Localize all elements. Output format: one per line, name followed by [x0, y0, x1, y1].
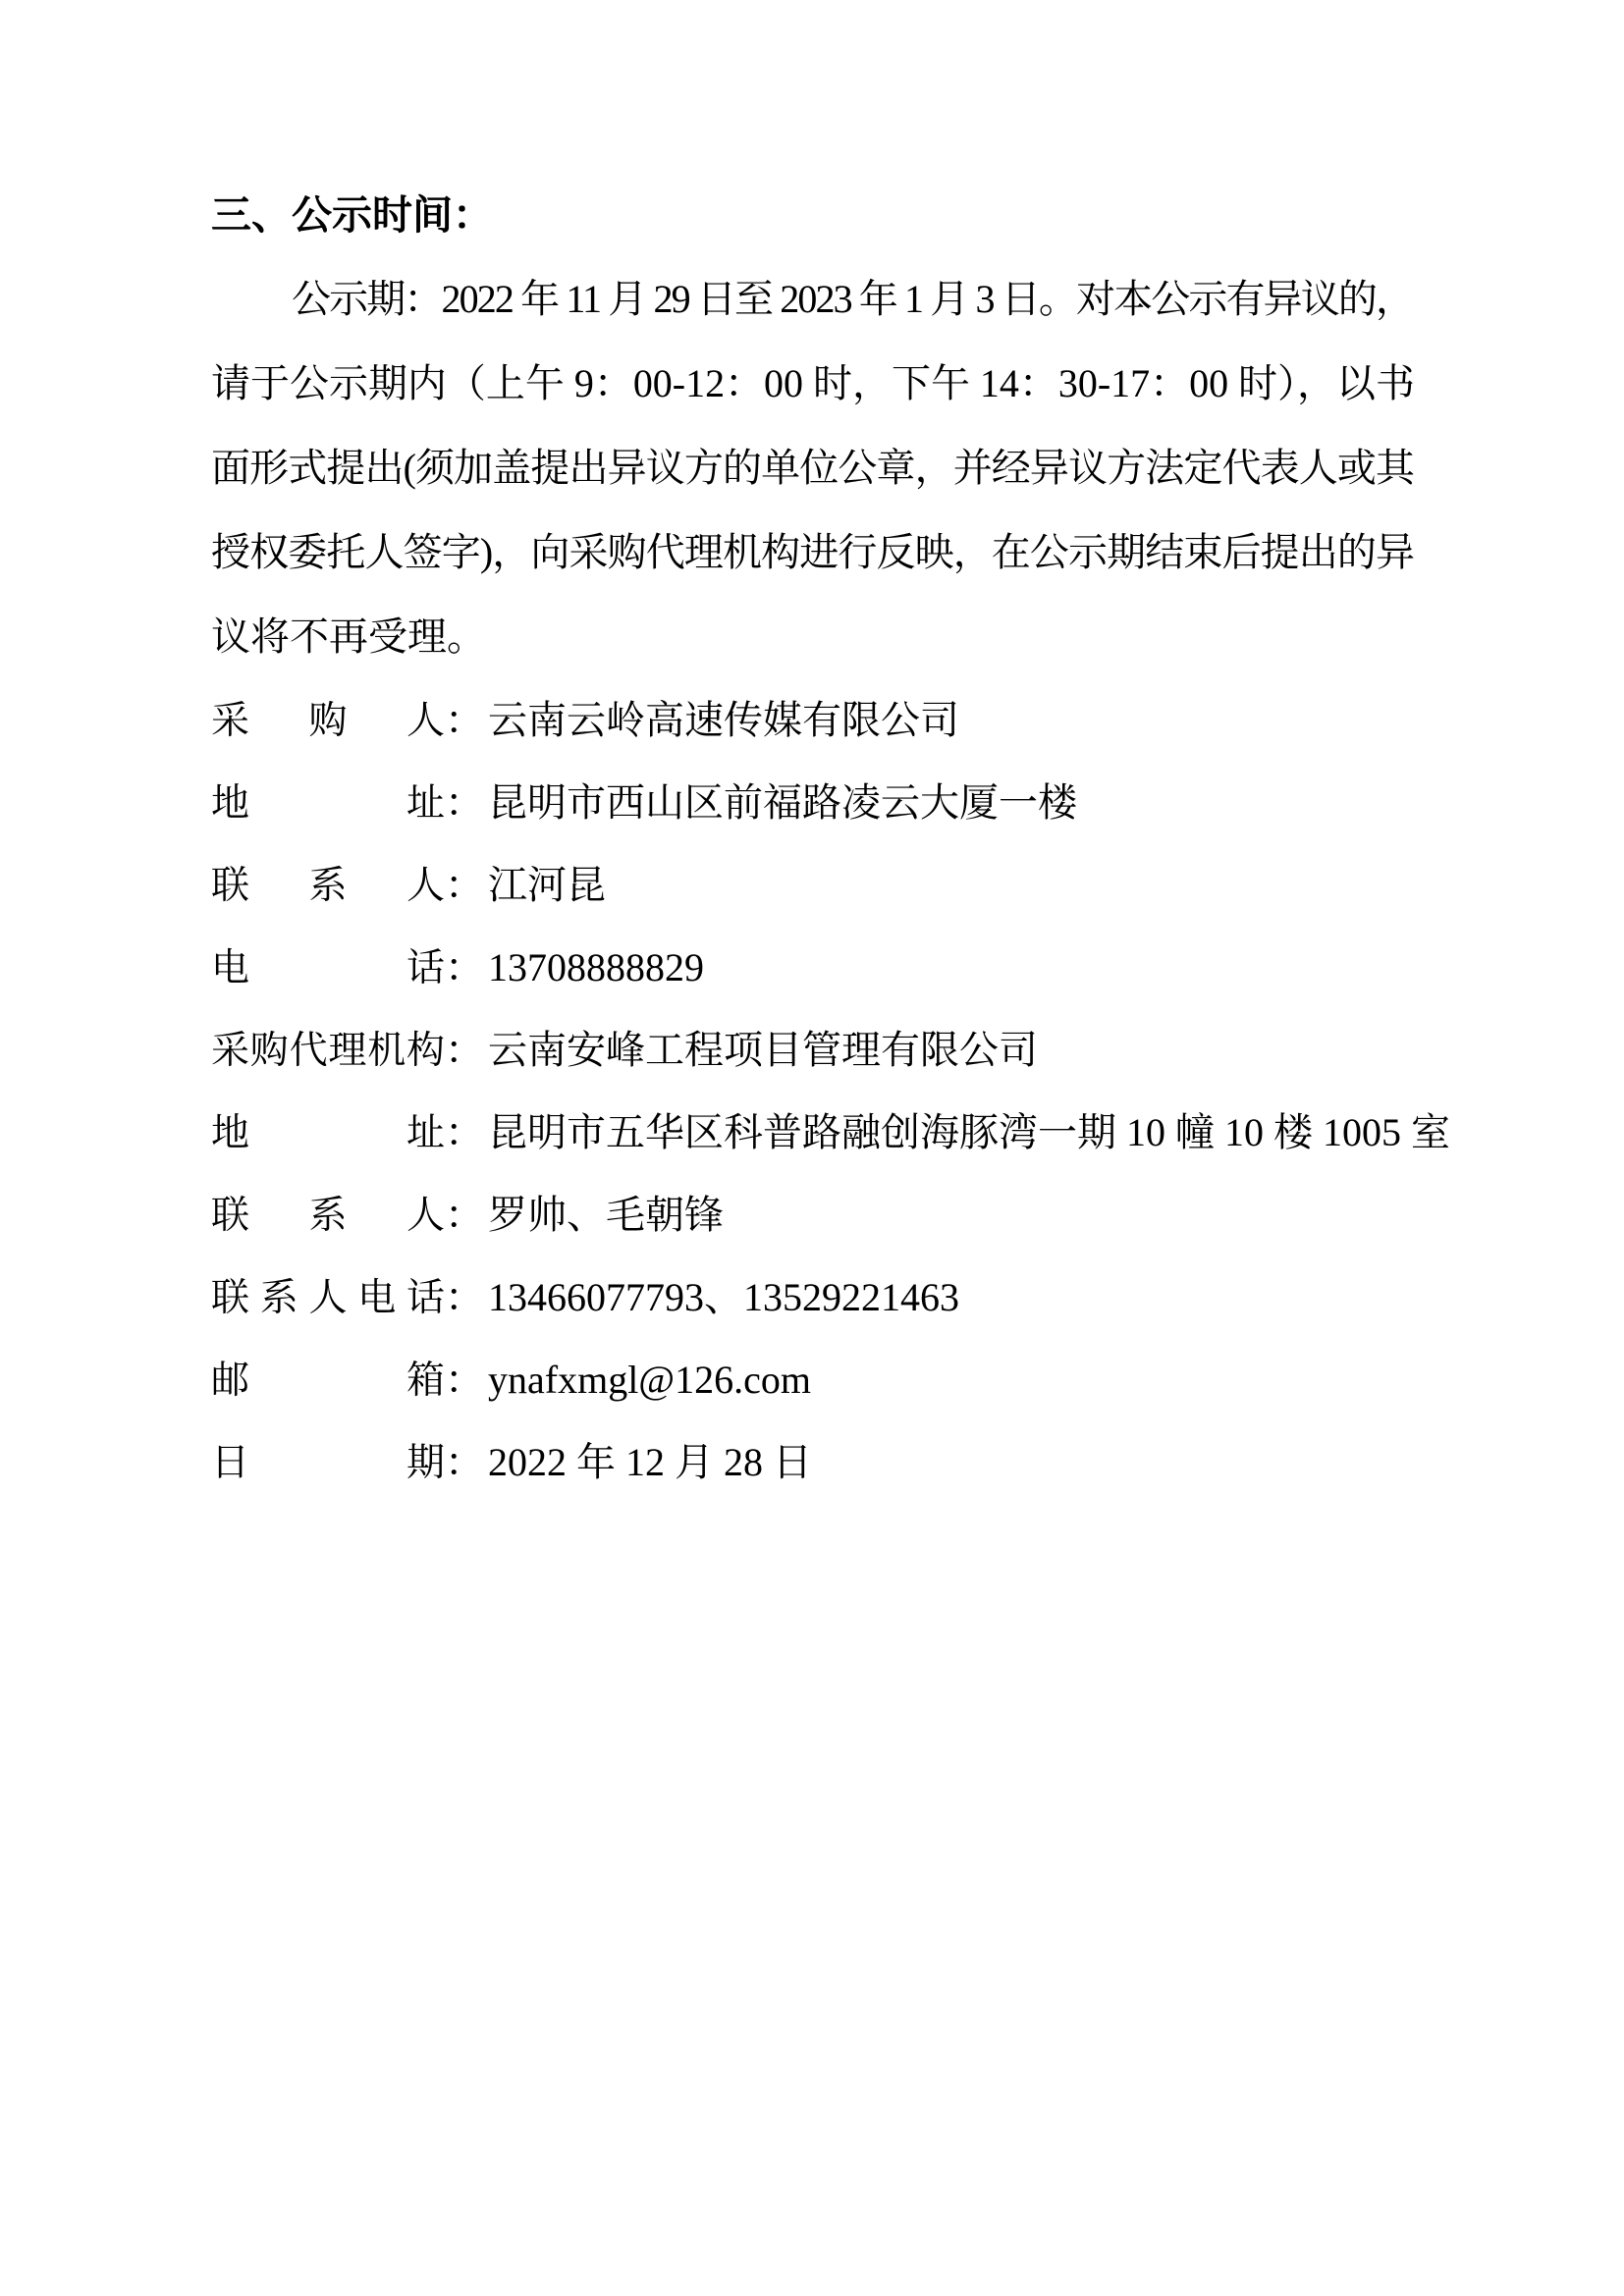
- label-colon: ：: [445, 1028, 484, 1072]
- info-label: 联 系 人: [211, 865, 445, 907]
- info-label: 采 购 代 理 机 构: [211, 1030, 445, 1072]
- info-row-purchaser-contact: [211, 844, 1415, 927]
- paragraph-line-text: 面形式提出(须加盖提出异议方的单位公章，并经异议方法定代表人或其: [211, 446, 1415, 490]
- info-label: 电 话: [211, 947, 445, 989]
- paragraph-line: [211, 595, 1415, 679]
- info-row-purchaser-address: [211, 762, 1415, 844]
- label-colon: ：: [445, 1358, 484, 1402]
- info-value: 云南安峰工程项目管理有限公司: [488, 1028, 1038, 1072]
- info-value: 2022 年 12 月 28 日: [488, 1440, 812, 1484]
- label-colon: ：: [445, 780, 484, 825]
- label-colon: ：: [445, 863, 484, 907]
- paragraph-line-text: 请于公示期内（上午 9：00-12：00 时，下午 14：30-17：00 时），以书: [211, 361, 1415, 405]
- info-row-date: [211, 1421, 1415, 1504]
- info-value: 13466077793、13529221463: [488, 1275, 959, 1319]
- info-label: 联 系 人 电 话: [211, 1277, 445, 1319]
- paragraph-line-text: 授权委托人签字)，向采购代理机构进行反映，在公示期结束后提出的异: [211, 530, 1415, 574]
- label-colon: ：: [445, 1110, 484, 1154]
- info-row-agency-contact-phone: [211, 1256, 1415, 1339]
- document-content: [211, 173, 1450, 1504]
- info-label: 地 址: [211, 782, 445, 825]
- label-colon: ：: [445, 1275, 484, 1319]
- paragraph-line: [211, 426, 1415, 510]
- info-label: 日 期: [211, 1442, 445, 1484]
- info-label: 采 购 人: [211, 700, 445, 742]
- label-colon: ：: [445, 1440, 484, 1484]
- label-colon: ：: [445, 698, 484, 742]
- paragraph-line-text: 议将不再受理。: [211, 614, 486, 659]
- info-row-purchaser: [211, 679, 1415, 762]
- info-value: ynafxmgl@126.com: [488, 1358, 812, 1402]
- paragraph-line: [211, 342, 1415, 426]
- info-label: 邮 箱: [211, 1360, 445, 1402]
- info-row-email: [211, 1339, 1415, 1421]
- info-value: 云南云岭高速传媒有限公司: [488, 698, 959, 742]
- info-value: 昆明市西山区前福路凌云大厦一楼: [488, 780, 1077, 825]
- label-colon: ：: [445, 945, 484, 989]
- info-value: 罗帅、毛朝锋: [488, 1193, 724, 1237]
- info-label: 联 系 人: [211, 1195, 445, 1237]
- info-row-purchaser-phone: [211, 927, 1415, 1009]
- section-title: 三、公示时间：: [211, 192, 493, 238]
- info-label: 地 址: [211, 1112, 445, 1154]
- label-colon: ：: [445, 1193, 484, 1237]
- paragraph-line-text: 公示期：2022 年 11 月 29 日至 2023 年 1 月 3 日。对本公示有异议的，: [292, 277, 1414, 321]
- info-value: 昆明市五华区科普路融创海豚湾一期 10 幢 10 楼 1005 室: [488, 1110, 1450, 1154]
- info-value: 13708888829: [488, 945, 704, 989]
- info-row-agency-contact: [211, 1174, 1415, 1256]
- paragraph-line: [211, 510, 1415, 595]
- info-row-agency-address: [211, 1092, 1450, 1174]
- paragraph-line: [211, 257, 1415, 342]
- info-value: 江河昆: [488, 863, 606, 907]
- info-row-agency: [211, 1009, 1415, 1092]
